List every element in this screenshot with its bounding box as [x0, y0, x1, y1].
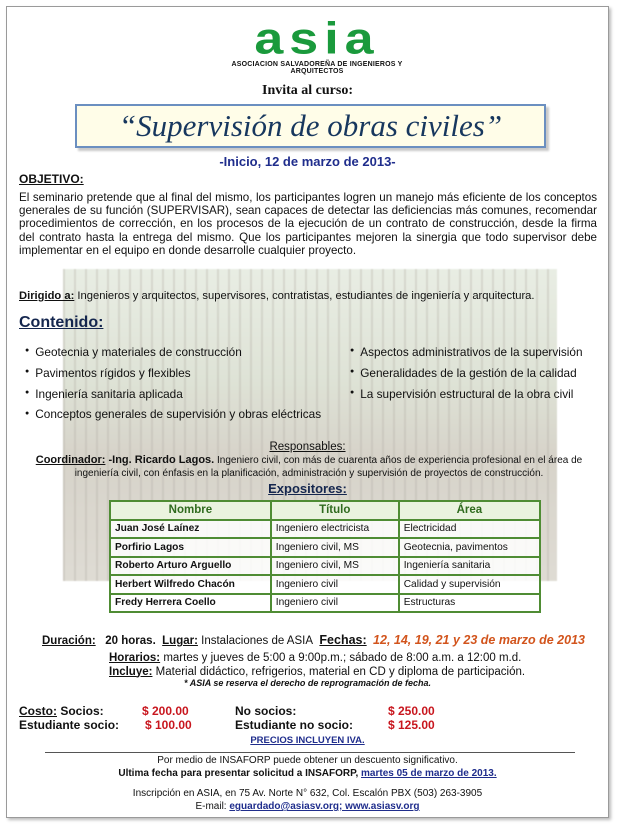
- includes-value: Material didáctico, refrigerios, material en CD y diploma de participación.: [152, 665, 526, 678]
- non-members-label: No socios:: [235, 704, 297, 718]
- divider: [45, 752, 575, 753]
- content-item: ● Conceptos generales de supervisión y obras eléctricas: [25, 404, 321, 425]
- content-list-left: [25, 342, 321, 425]
- content-item: ● Ingeniería sanitaria aplicada: [25, 384, 321, 405]
- student-non-member-price: $ 125.00: [388, 718, 435, 732]
- speaker-name: Fredy Herrera Coello: [110, 594, 271, 613]
- table-row: [110, 520, 540, 539]
- student-member-price: $ 100.00: [145, 718, 192, 732]
- course-title-box: [75, 104, 546, 148]
- deadline-line: [7, 768, 608, 779]
- flyer-page: [6, 6, 609, 818]
- coordinator-paragraph: [23, 454, 595, 480]
- content-item: ● La supervisión estructural de la obra civil: [350, 384, 583, 405]
- speaker-title: Ingeniero civil, MS: [271, 557, 399, 576]
- content-item: ● Generalidades de la gestión de la calidad: [350, 363, 583, 384]
- speaker-area: Estructuras: [399, 594, 540, 613]
- audience-text: Ingenieros y arquitectos, supervisores, contratistas, estudiantes de ingeniería y arquitectura.: [74, 290, 535, 302]
- schedule-block: [109, 652, 525, 679]
- table-header-row: [110, 501, 540, 520]
- schedule-line: [109, 652, 525, 666]
- speaker-area: Ingeniería sanitaria: [399, 557, 540, 576]
- header-nombre: Nombre: [110, 501, 271, 520]
- asia-logo: [222, 15, 412, 75]
- content-item: ● Pavimentos rígidos y flexibles: [25, 363, 321, 384]
- header-area: Área: [399, 501, 540, 520]
- place-value: Instalaciones de ASIA: [197, 635, 314, 647]
- includes-line: [109, 666, 525, 680]
- content-item: ● Geotecnia y materiales de construcción: [25, 342, 321, 363]
- dates-value: 12, 14, 19, 21 y 23 de marzo de 2013: [373, 633, 585, 647]
- non-members-price: $ 250.00: [388, 704, 435, 718]
- coordinator-label: Coordinador:: [35, 454, 106, 466]
- speakers-table: [109, 500, 541, 613]
- vat-note: PRECIOS INCLUYEN IVA.: [250, 735, 365, 746]
- student-member-label: Estudiante socio:: [19, 718, 120, 732]
- table-row: [110, 538, 540, 557]
- content-list-right: [350, 342, 583, 404]
- table-row: [110, 594, 540, 613]
- header-titulo: Título: [271, 501, 399, 520]
- schedule-value: martes y jueves de 5:00 a 9:00p.m.; sábado de 8:00 a.m. a 12:00 m.d.: [160, 652, 522, 664]
- objective-text: El seminario pretende que al final del mismo, los participantes logren un manejo más eficiente de los conceptos generales de su función (SUPERVISAR), sean capaces de detectar las deficiencias más comunes, recomendar procedimientos de corrección, en los procesos de la ejecución de un contrato de construcción, desde la firma del contrato hasta la entrega del mismo. Que los participantes mejoren la sinergia que todo supervisor debe implementar en el equipo en donde desarrolle cualquier proyecto.: [19, 191, 597, 257]
- duration-value: 20 horas.: [105, 635, 156, 647]
- content-item: ● Aspectos administrativos de la supervisión: [350, 342, 583, 363]
- student-non-member-label: Estudiante no socio:: [235, 718, 354, 732]
- start-date: -Inicio, 12 de marzo de 2013-: [219, 154, 396, 169]
- responsables-heading: Responsables:: [269, 441, 346, 453]
- speaker-area: Electricidad: [399, 520, 540, 539]
- table-row: [110, 557, 540, 576]
- speaker-name: Juan José Laínez: [110, 520, 271, 539]
- invitation-line: Invita al curso:: [262, 83, 353, 98]
- table-row: [110, 575, 540, 594]
- speaker-title: Ingeniero civil: [271, 575, 399, 594]
- speaker-title: Ingeniero civil, MS: [271, 538, 399, 557]
- cost-label: Costo:: [19, 704, 57, 718]
- speaker-name: Porfirio Lagos: [110, 538, 271, 557]
- coordinator-name: -Ing. Ricardo Lagos.: [105, 454, 215, 466]
- speaker-title: Ingeniero electricista: [271, 520, 399, 539]
- deadline-date: martes 05 de marzo de 2013.: [361, 768, 497, 779]
- deadline-text: Ultima fecha para presentar solicitud a INSAFORP,: [118, 768, 362, 779]
- dates-label: Fechas:: [319, 633, 367, 647]
- speaker-name: Herbert Wilfredo Chacón: [110, 575, 271, 594]
- logo-subtitle: ASOCIACION SALVADOREÑA DE INGENIEROS Y ARQUITECTOS: [231, 61, 403, 75]
- insaforp-line: Por medio de INSAFORP puede obtener un descuento significativo.: [157, 755, 458, 766]
- schedule-label: Horarios:: [109, 652, 161, 664]
- includes-label: Incluye:: [109, 665, 153, 678]
- duration-label: Duración:: [42, 635, 96, 647]
- cost-members: [19, 704, 104, 718]
- coordinator-bio: Ingeniero civil, con más de cuarenta años de experiencia profesional en el área de ingeniería civil, con énfasis en la planificación, administración y supervisión de proyectos de construcción.: [74, 455, 583, 479]
- audience-label: Dirigido a:: [19, 290, 75, 302]
- email-label: E-mail:: [195, 801, 230, 812]
- reschedule-note: * ASIA se reserva el derecho de reprogramación de fecha.: [184, 678, 431, 688]
- speaker-area: Calidad y supervisión: [399, 575, 540, 594]
- audience-line: [19, 290, 535, 302]
- speaker-area: Geotecnia, pavimentos: [399, 538, 540, 557]
- speakers-heading: Expositores:: [268, 481, 347, 496]
- duration-line: [42, 633, 585, 647]
- place-label: Lugar:: [162, 635, 198, 647]
- speaker-name: Roberto Arturo Arguello: [110, 557, 271, 576]
- content-heading: Contenido:: [19, 314, 104, 331]
- members-label: Socios:: [57, 704, 104, 718]
- objective-heading: OBJETIVO:: [19, 172, 84, 186]
- speaker-title: Ingeniero civil: [271, 594, 399, 613]
- email-link[interactable]: eguardado@asiasv.org; www.asiasv.org: [229, 801, 420, 812]
- logo-wordmark: asia: [254, 14, 380, 64]
- email-line: [7, 801, 608, 812]
- course-title: “Supervisión de obras civiles”: [118, 108, 503, 143]
- address-line: Inscripción en ASIA, en 75 Av. Norte N° 632, Col. Escalón PBX (503) 263-3905: [132, 788, 483, 799]
- members-price: $ 200.00: [142, 704, 189, 718]
